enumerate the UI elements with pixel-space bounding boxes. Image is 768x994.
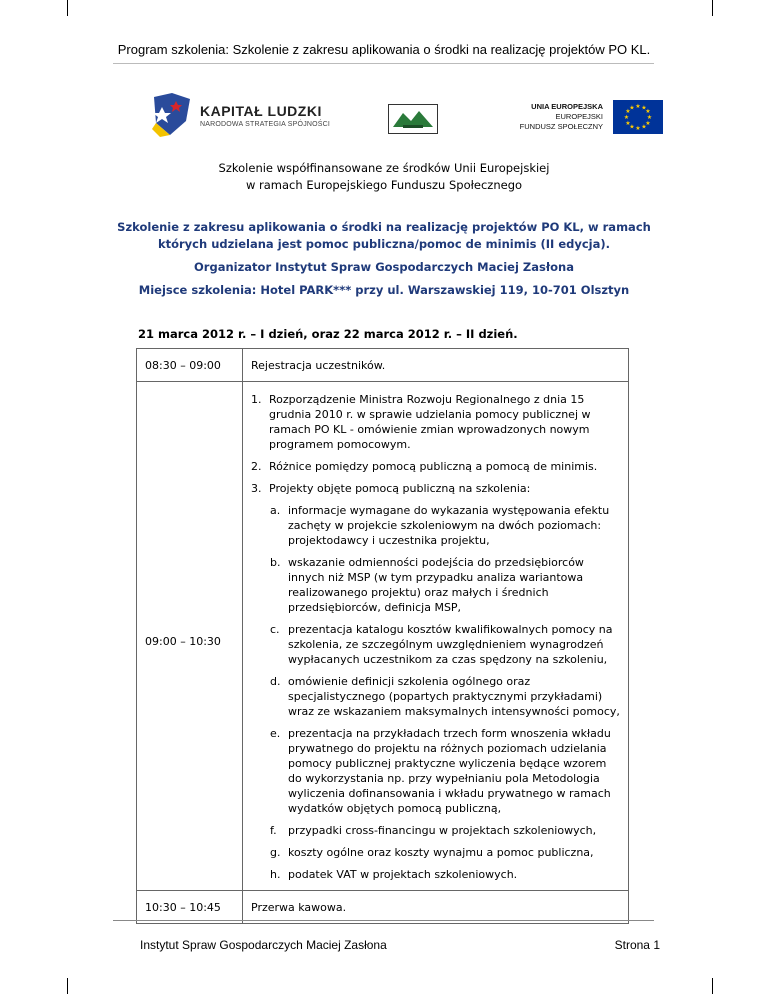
agenda-sublist [251,503,620,882]
agenda-list [251,392,620,496]
svg-text:★: ★ [646,114,653,121]
registration-text: Rejestracja uczestników. [251,359,386,372]
agenda-subitem-text: omówienie definicji szkolenia ogólnego oraz specjalistycznego (popartych praktycznymi przykładami) wraz ze wskazaniem maksymalnych intensywności pomocy, [288,675,620,718]
agenda-subitem-letter: h. [270,868,281,881]
agenda-subitem [251,867,620,882]
crop-mark [67,978,68,994]
kapital-ludzki-emblem [150,91,194,139]
kapital-ludzki-logo [150,91,360,139]
agenda-subitem-text: podatek VAT w projektach szkoleniowych. [288,868,518,881]
svg-text:★: ★ [629,104,635,112]
agenda-item-text: Różnice pomiędzy pomocą publiczną a pomocą de minimis. [269,460,598,473]
schedule-time: 08:30 – 09:00 [137,349,243,382]
crop-mark [712,0,713,16]
venue-line: Miejsce szkolenia: Hotel PARK*** przy ul. Warszawskiej 119, 10-701 Olsztyn [138,283,630,297]
agenda-subitem [251,674,620,719]
footer-divider [113,920,654,921]
eu-label-line2: EUROPEJSKI [555,112,603,121]
agenda-subitem [251,823,620,838]
organizer-line: Organizator Instytut Spraw Gospodarczych Maciej Zasłona [194,260,574,274]
agenda-item-text: Projekty objęte pomocą publiczną na szkolenia: [269,482,531,495]
svg-text:★: ★ [629,123,635,131]
agenda-subitem-letter: a. [270,504,281,517]
svg-text:★: ★ [625,120,631,127]
agenda-item-text: Rozporządzenie Ministra Rozwoju Regionalnego z dnia 15 grudnia 2010 r. w sprawie udzielania pomocy publicznej w ramach PO KL - omówienie zmian wprowadzonych nowym programem pomocowym. [269,393,591,451]
cell-spacer [251,882,620,890]
schedule-row [137,891,629,924]
agenda-item-number: 3. [251,482,262,495]
cofinancing-line2: w ramach Europejskiego Funduszu Społecznego [245,178,523,192]
svg-text:★: ★ [641,104,647,112]
eu-fund-label [505,102,603,132]
svg-text:★: ★ [635,103,641,110]
schedule-time: 09:00 – 10:30 [137,382,243,891]
agenda-subitem-text: przypadki cross-financingu w projektach szkoleniowych, [288,824,597,837]
header-divider [113,63,654,64]
cofinancing-note [0,160,768,194]
eu-label-line1: UNIA EUROPEJSKA [531,102,603,111]
agenda-item-number: 1. [251,393,262,406]
svg-text:★: ★ [623,114,630,121]
agenda-subitem [251,555,620,615]
agenda-item [251,481,620,496]
agenda-subitem-letter: d. [270,675,281,688]
schedule-table [136,348,629,924]
coffee-break-text: Przerwa kawowa. [251,901,347,914]
svg-text:★: ★ [645,108,651,115]
schedule-time: 10:30 – 10:45 [137,891,243,924]
agenda-subitem-text: prezentacja na przykładach trzech form wnoszenia wkładu prywatnego do projektu na różnych poziomach udzielania pomocy publicznej praktyczne wyliczenia będące wzorem do wykorzystania np. przy wypełnianiu pola Metodologia wyliczenia dofinansowania i wkładu prywatnego w ramach wydatków objętych pomocą publiczną, [288,727,611,815]
agenda-subitem [251,845,620,860]
schedule-description [243,891,629,924]
svg-text:★: ★ [635,125,641,132]
schedule-description [243,349,629,382]
agenda-subitem-letter: g. [270,846,281,859]
agenda-subitem [251,622,620,667]
organizer-logo [388,104,438,134]
agenda-subitem-text: informacje wymagane do wykazania występowania efektu zachęty w projekcie szkoleniowym na dwóch poziomach: projektodawcy i uczestnika projektu, [288,504,610,547]
schedule-row [137,349,629,382]
agenda-subitem-letter: b. [270,556,281,569]
eu-label-line3: FUNDUSZ SPOŁECZNY [519,122,603,131]
agenda-subitem [251,726,620,816]
agenda-subitem-letter: c. [270,623,280,636]
agenda-subitem [251,503,620,548]
organizer-logo-mark [389,105,437,133]
training-title [0,219,768,253]
svg-text:★: ★ [645,120,651,127]
kl-logo-title: KAPITAŁ LUDZKI [200,103,322,119]
agenda-subitem-text: koszty ogólne oraz koszty wynajmu a pomoc publiczna, [288,846,594,859]
schedule-description [243,382,629,891]
schedule-row [137,382,629,891]
agenda-item-number: 2. [251,460,262,473]
svg-text:★: ★ [641,123,647,131]
agenda-subitem-text: prezentacja katalogu kosztów kwalifikowalnych pomocy na szkolenia, ze szczególnym uwzględnieniem wynagrodzeń wypłacanych uczestnikom za czas spędzony na szkoleniu, [288,623,613,666]
page-number: Strona 1 [614,938,660,952]
kl-logo-subtitle: NARODOWA STRATEGIA SPÓJNOŚCI [200,121,331,128]
svg-text:★: ★ [625,108,631,115]
training-title-line1: Szkolenie z zakresu aplikowania o środki na realizację projektów PO KL, w ramach [117,220,651,234]
cofinancing-line1: Szkolenie współfinansowane ze środków Unii Europejskiej [218,161,550,175]
agenda-subitem-letter: e. [270,727,281,740]
crop-mark [712,978,713,994]
agenda-item [251,459,620,474]
crop-mark [67,0,68,16]
footer-organizer: Instytut Spraw Gospodarczych Maciej Zasłona [140,938,387,952]
training-dates: 21 marca 2012 r. – I dzień, oraz 22 marca 2012 r. – II dzień. [138,327,518,341]
eu-flag-icon [613,100,663,134]
page-header: Program szkolenia: Szkolenie z zakresu aplikowania o środki na realizację projektów PO KL. [117,42,651,57]
agenda-subitem-text: wskazanie odmienności podejścia do przedsiębiorców innych niż MSP (w tym przypadku analiza wariantowa realizowanego projektu) oraz małych i średnich przedsiębiorców, definicja MSP, [288,556,584,614]
agenda-subitem-letter: f. [270,824,277,837]
training-title-line2: których udzielana jest pomoc publiczna/pomoc de minimis (II edycja). [157,237,611,251]
agenda-item [251,392,620,452]
